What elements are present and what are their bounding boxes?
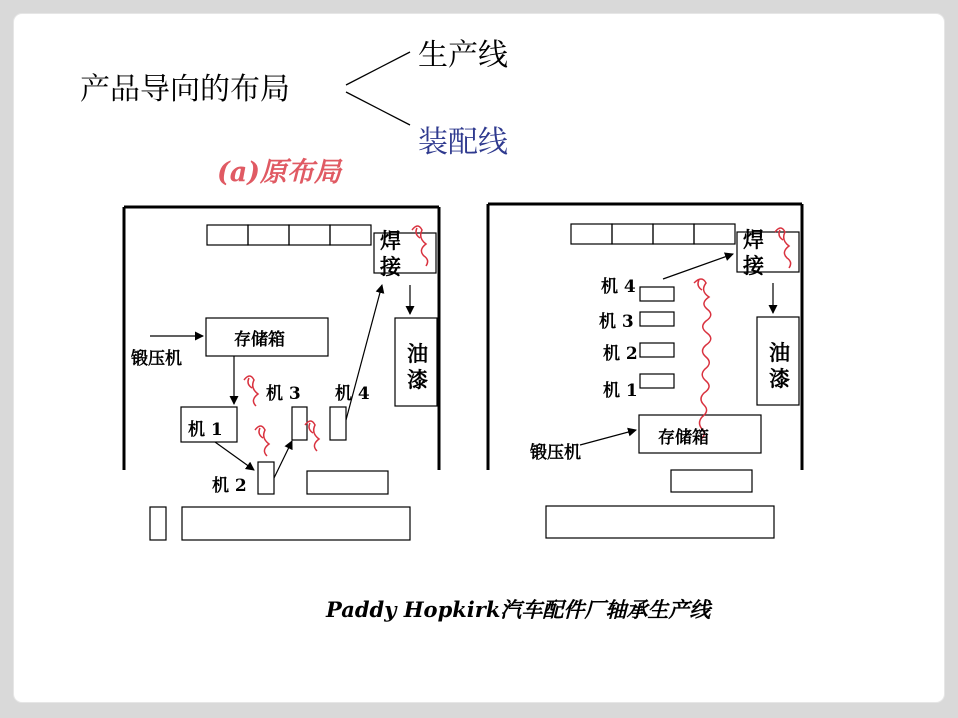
left-m3-label: 机 3 [266,384,301,404]
right-painting-label: 油漆 [769,340,790,391]
page-title: 产品导向的布局 [80,72,290,107]
right-bench [671,470,752,492]
branch-assembly-line: 装配线 [418,125,508,160]
footer-caption [326,594,710,624]
footer-text: 汽车配件厂轴承生产线 [500,597,711,622]
left-machine-2 [258,462,274,494]
right-m4-label: 机 4 [601,277,636,297]
right-m2-label: 机 2 [603,344,638,364]
right-long-block [546,506,774,538]
right-machine-2 [640,343,674,357]
left-m4-label: 机 4 [335,384,370,404]
left-small-block [150,507,166,540]
left-forging-label: 锻压机 [131,349,182,369]
left-m2-label: 机 2 [212,476,247,496]
left-storage-label: 存储箱 [234,330,285,350]
right-machine-1 [640,374,674,388]
right-m3-label: 机 3 [599,312,634,332]
right-top-conveyor [571,224,735,244]
right-machine-3 [640,312,674,326]
branch-production-line: 生产线 [418,38,508,73]
left-top-conveyor [207,225,371,245]
left-m1-label: 机 1 [188,420,223,440]
right-welding-label: 焊接 [743,227,764,278]
right-forging-label: 锻压机 [530,443,581,463]
left-machine-4 [330,407,346,440]
left-long-block [182,507,410,540]
right-storage-label: 存储箱 [658,428,709,448]
left-painting-label: 油漆 [407,341,428,392]
footer-brand: Paddy Hopkirk [326,597,501,622]
left-bench [307,471,388,494]
right-m1-label: 机 1 [603,381,638,401]
left-machine-3 [292,407,307,440]
diagram-caption: (a)原布局 [217,157,342,188]
right-machine-4 [640,287,674,301]
left-welding-label: 焊接 [380,228,401,279]
